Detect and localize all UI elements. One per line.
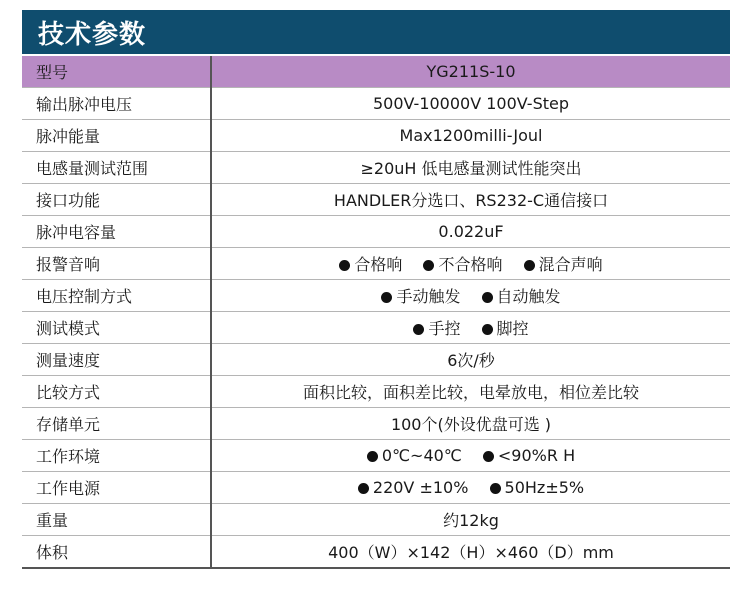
- bullet-item: [358, 478, 469, 497]
- bullet-item: [413, 316, 460, 339]
- bullet-item: [490, 478, 585, 497]
- table-row: [22, 312, 730, 344]
- bullet-text: 50Hz±5%: [504, 478, 585, 497]
- bullet-item: [339, 252, 402, 275]
- bullet-item: [482, 316, 529, 339]
- bullet-text: 手动触发: [396, 287, 461, 306]
- table-row: [22, 280, 730, 312]
- table-row: [22, 184, 730, 216]
- row-label: 脉冲电容量: [22, 216, 211, 248]
- header-bar: [22, 10, 730, 54]
- bullet-text: 0℃~40℃: [381, 446, 462, 465]
- bullet-dot-icon: [358, 483, 369, 494]
- model-label: 型号: [22, 56, 211, 88]
- bullet-dot-icon: [381, 292, 392, 303]
- row-value: 6次/秒: [211, 344, 730, 376]
- row-label: 电压控制方式: [22, 280, 211, 312]
- row-label: 脉冲能量: [22, 120, 211, 152]
- bullet-dot-icon: [367, 451, 378, 462]
- table-row: [22, 248, 730, 280]
- bullet-text: 手控: [428, 319, 461, 338]
- row-value: [211, 472, 730, 504]
- row-value: 约12kg: [211, 504, 730, 536]
- row-label: 接口功能: [22, 184, 211, 216]
- row-value: [211, 312, 730, 344]
- table-row: [22, 472, 730, 504]
- table-row: [22, 440, 730, 472]
- spec-table: [22, 56, 730, 569]
- page-title: 技术参数: [38, 19, 147, 50]
- bullet-dot-icon: [423, 260, 434, 271]
- bullet-text: 自动触发: [496, 287, 561, 306]
- row-value: 100个(外设优盘可选 ): [211, 408, 730, 440]
- bullet-item: [483, 446, 575, 465]
- row-value: [211, 280, 730, 312]
- row-label: 报警音响: [22, 248, 211, 280]
- table-row: [22, 216, 730, 248]
- bullet-text: 混合声响: [538, 255, 603, 274]
- row-label: 输出脉冲电压: [22, 88, 211, 120]
- bullet-text: 合格响: [354, 255, 403, 274]
- row-value: [211, 440, 730, 472]
- bullet-text: 脚控: [496, 319, 529, 338]
- row-value: 0.022uF: [211, 216, 730, 248]
- table-row: [22, 120, 730, 152]
- bullet-dot-icon: [339, 260, 350, 271]
- table-row: [22, 536, 730, 569]
- bullet-dot-icon: [483, 451, 494, 462]
- row-label: 比较方式: [22, 376, 211, 408]
- row-value: 500V-10000V 100V-Step: [211, 88, 730, 120]
- table-row: [22, 152, 730, 184]
- row-value: [211, 248, 730, 280]
- bullet-dot-icon: [413, 324, 424, 335]
- bullet-item: [381, 284, 460, 307]
- bullet-item: [423, 252, 502, 275]
- row-label: 测试模式: [22, 312, 211, 344]
- row-label: 工作环境: [22, 440, 211, 472]
- table-row: [22, 344, 730, 376]
- row-value: 面积比较，面积差比较，电晕放电，相位差比较: [211, 376, 730, 408]
- table-row: [22, 504, 730, 536]
- table-row: [22, 408, 730, 440]
- model-row: [22, 56, 730, 88]
- model-value: YG211S-10: [211, 56, 730, 88]
- bullet-item: [524, 252, 603, 275]
- row-label: 重量: [22, 504, 211, 536]
- row-value: Max1200milli-Joul: [211, 120, 730, 152]
- row-label: 体积: [22, 536, 211, 569]
- bullet-dot-icon: [524, 260, 535, 271]
- row-label: 存储单元: [22, 408, 211, 440]
- row-value: ≥20uH 低电感量测试性能突出: [211, 152, 730, 184]
- row-value: 400（W）×142（H）×460（D）mm: [211, 536, 730, 569]
- bullet-text: <90%R H: [497, 446, 576, 465]
- table-row: [22, 88, 730, 120]
- bullet-text: 不合格响: [438, 255, 503, 274]
- bullet-dot-icon: [482, 324, 493, 335]
- bullet-dot-icon: [482, 292, 493, 303]
- table-row: [22, 376, 730, 408]
- row-label: 测量速度: [22, 344, 211, 376]
- row-label: 工作电源: [22, 472, 211, 504]
- bullet-text: 220V ±10%: [372, 478, 469, 497]
- row-label: 电感量测试范围: [22, 152, 211, 184]
- bullet-item: [482, 284, 561, 307]
- bullet-item: [367, 446, 462, 465]
- bullet-dot-icon: [490, 483, 501, 494]
- row-value: HANDLER分选口、RS232-C通信接口: [211, 184, 730, 216]
